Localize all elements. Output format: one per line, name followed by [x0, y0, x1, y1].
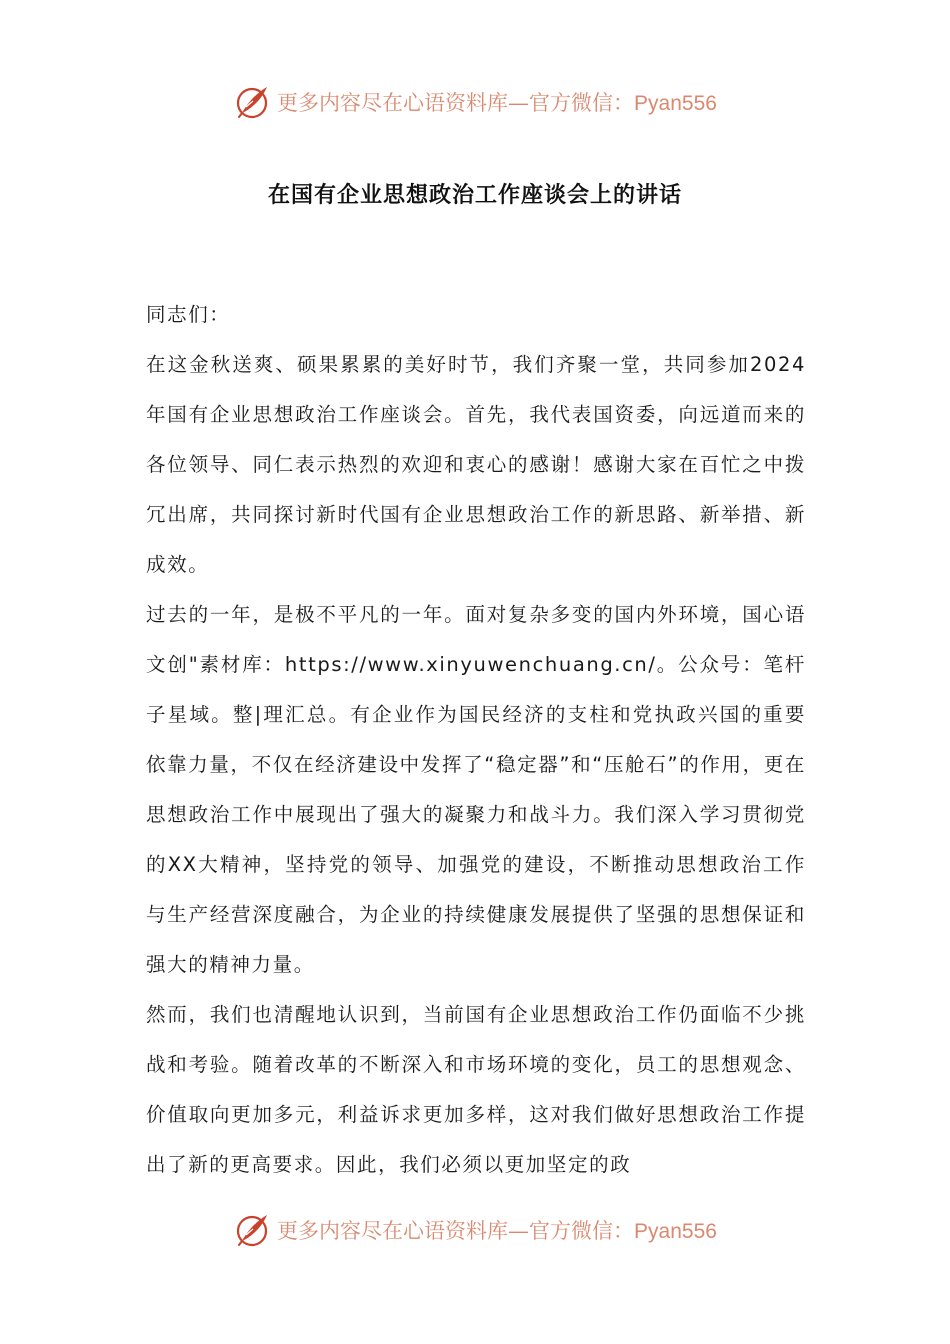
body-paragraph-1: 在这金秋送爽、硕果累累的美好时节，我们齐聚一堂，共同参加2024年国有企业思想政治工作座谈会。首先，我代表国资委，向远道而来的各位领导、同仁表示热烈的欢迎和衷心的感谢！感谢大家在百忙之中拨冗出席，共同探讨新时代国有企业思想政治工作的新思路、新举措、新成效。: [146, 353, 806, 576]
page-title: 在国有企业思想政治工作座谈会上的讲话: [267, 183, 682, 208]
header-banner-text: [277, 87, 717, 117]
body-paragraph-2: 过去的一年，是极不平凡的一年。面对复杂多变的国内外环境，国心语文创"素材库：https://www.xinyuwenchuang.cn/。公众号：笔杆子星域。整|理汇总。有企业作为国民经济的支柱和党执政兴国的重要依靠力量，不仅在经济建设中发挥了“稳定器”和“压舱石”的作用，更在思想政治工作中展现出了强大的凝聚力和战斗力。我们深入学习贯彻党的XX大精神，坚持党的领导、加强党的建设，不断推动思想政治工作与生产经营深度融合，为企业的持续健康发展提供了坚强的思想保证和强大的精神力量。: [146, 603, 806, 976]
body-paragraph-3: 然而，我们也清醒地认识到，当前国有企业思想政治工作仍面临不少挑战和考验。随着改革的不断深入和市场环境的变化，员工的思想观念、价值取向更加多元，利益诉求更加多样，这对我们做好思想政治工作提出了新的更高要求。因此，我们必须以更加坚定的政: [146, 1003, 806, 1176]
footer-banner: [0, 1208, 950, 1252]
header-wechat-id: Pyan556: [634, 92, 717, 115]
footer-banner-label: 更多内容尽在心语资料库—官方微信：: [277, 1219, 635, 1243]
header-banner-label: 更多内容尽在心语资料库—官方微信：: [277, 91, 635, 115]
quill-circle-logo-icon: [233, 1210, 273, 1250]
footer-wechat-id: Pyan556: [634, 1220, 717, 1243]
footer-banner-text: [277, 1215, 717, 1245]
quill-circle-logo-icon: [233, 82, 273, 122]
document-body: [146, 290, 806, 1190]
header-banner: [0, 80, 950, 124]
salutation-paragraph: 同志们：: [146, 303, 231, 326]
